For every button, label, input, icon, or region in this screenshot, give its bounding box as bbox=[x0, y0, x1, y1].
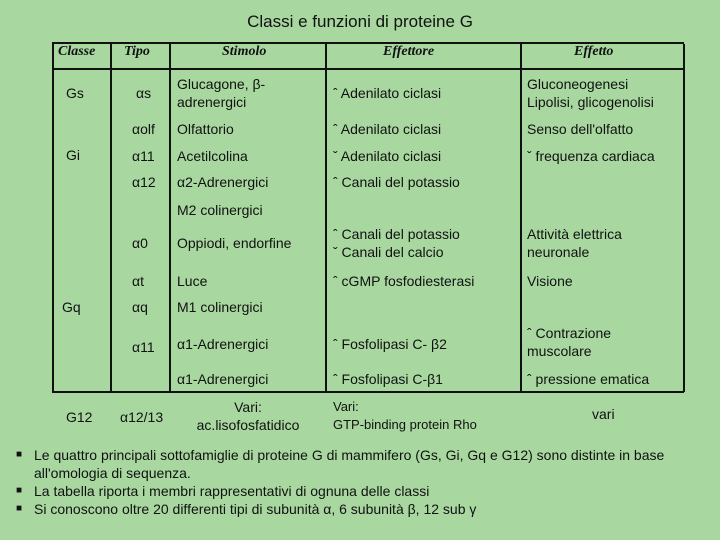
stimolo-a0: Oppiodi, endorfine bbox=[177, 235, 292, 251]
list-item bbox=[14, 500, 714, 518]
header-stimolo: Stimolo bbox=[222, 44, 267, 59]
list-item bbox=[14, 482, 714, 500]
effettore-a12: ˆ Canali del potassio bbox=[333, 174, 460, 190]
notes-list bbox=[14, 446, 714, 518]
stimolo-gs: Glucagone, β-adrenergici bbox=[177, 76, 266, 110]
table-bottom-border bbox=[52, 391, 684, 393]
header-classe: Classe bbox=[58, 44, 96, 59]
note-text: Le quattro principali sottofamiglie di proteine G di mammifero (Gs, Gi, Gq e G12) sono distinte in base all'omologia di sequenza. bbox=[34, 447, 665, 481]
effetto-a11: ˇ frequenza cardiaca bbox=[527, 148, 655, 164]
effettore-g12-vari: Vari: bbox=[333, 399, 359, 414]
page-title: Classi e funzioni di proteine G bbox=[247, 12, 473, 31]
effetto-a0: Attività elettrica neuronale bbox=[527, 226, 622, 260]
stimolo-m2: M2 colinergici bbox=[177, 202, 263, 218]
type-aq11: α11 bbox=[132, 339, 155, 355]
stimolo-olf: Olfattorio bbox=[177, 121, 234, 137]
effetto-aq11: ˆ Contrazione muscolare bbox=[527, 325, 612, 359]
type-a11: α11 bbox=[132, 148, 155, 164]
effettore-aq11b: ˆ Fosfolipasi C-β1 bbox=[333, 371, 443, 387]
effetto-gs: Gluconeogenesi Lipolisi, glicogenolisi bbox=[527, 76, 654, 110]
type-as: αs bbox=[136, 85, 152, 101]
note-text: Si conoscono oltre 20 differenti tipi di subunità α, 6 subunità β, 12 sub γ bbox=[34, 501, 477, 517]
type-at: αt bbox=[132, 273, 144, 289]
class-gs: Gs bbox=[66, 85, 84, 101]
stimolo-a11: Acetilcolina bbox=[177, 148, 248, 164]
type-a0: α0 bbox=[132, 235, 148, 251]
header-effetto: Effetto bbox=[574, 44, 614, 59]
effettore-g12-rho: GTP-binding protein Rho bbox=[333, 417, 477, 432]
effetto-g12: vari bbox=[592, 406, 615, 422]
type-aq: αq bbox=[132, 299, 148, 315]
class-gq: Gq bbox=[62, 299, 81, 315]
class-gi: Gi bbox=[66, 147, 80, 163]
square-bullet-icon: ■ bbox=[16, 449, 23, 460]
header-tipo: Tipo bbox=[124, 44, 150, 59]
note-text: La tabella riporta i membri rappresentativi di ognuna delle classi bbox=[34, 483, 430, 499]
list-item bbox=[14, 446, 714, 482]
square-bullet-icon: ■ bbox=[16, 503, 23, 514]
effetto-at: Visione bbox=[527, 273, 573, 289]
type-aolf: αolf bbox=[132, 121, 155, 137]
type-a12: α12 bbox=[132, 174, 156, 190]
header-effettore: Effettore bbox=[383, 44, 435, 59]
class-g12: G12 bbox=[66, 409, 93, 425]
effettore-a0-k: ˆ Canali del potassio bbox=[333, 226, 460, 242]
table-right-border bbox=[683, 44, 685, 392]
effetto-olf: Senso dell'olfatto bbox=[527, 121, 634, 137]
stimolo-g12: Vari: ac.lisofosfatidico bbox=[196, 399, 300, 433]
column-divider-2 bbox=[169, 44, 171, 392]
square-bullet-icon: ■ bbox=[16, 485, 23, 496]
column-divider-1 bbox=[110, 44, 112, 392]
effettore-a11: ˇ Adenilato ciclasi bbox=[333, 148, 442, 164]
column-divider-4 bbox=[520, 44, 522, 392]
stimolo-a12: α2-Adrenergici bbox=[177, 174, 269, 190]
column-divider-3 bbox=[325, 44, 327, 392]
effettore-olf: ˆ Adenilato ciclasi bbox=[333, 121, 442, 137]
stimolo-aq11: α1-Adrenergici bbox=[177, 336, 269, 352]
effetto-aq11b: ˆ pressione ematica bbox=[527, 371, 650, 387]
effettore-aq11: ˆ Fosfolipasi C- β2 bbox=[333, 336, 447, 352]
effettore-a0-ca: ˇ Canali del calcio bbox=[333, 244, 444, 260]
effettore-gs: ˆ Adenilato ciclasi bbox=[333, 85, 442, 101]
stimolo-at: Luce bbox=[177, 273, 208, 289]
effettore-at: ˆ cGMP fosfodiesterasi bbox=[333, 273, 475, 289]
stimolo-aq: M1 colinergici bbox=[177, 299, 263, 315]
table-left-border bbox=[52, 44, 54, 392]
stimolo-aq11b: α1-Adrenergici bbox=[177, 371, 269, 387]
type-a1213: α12/13 bbox=[120, 409, 164, 425]
